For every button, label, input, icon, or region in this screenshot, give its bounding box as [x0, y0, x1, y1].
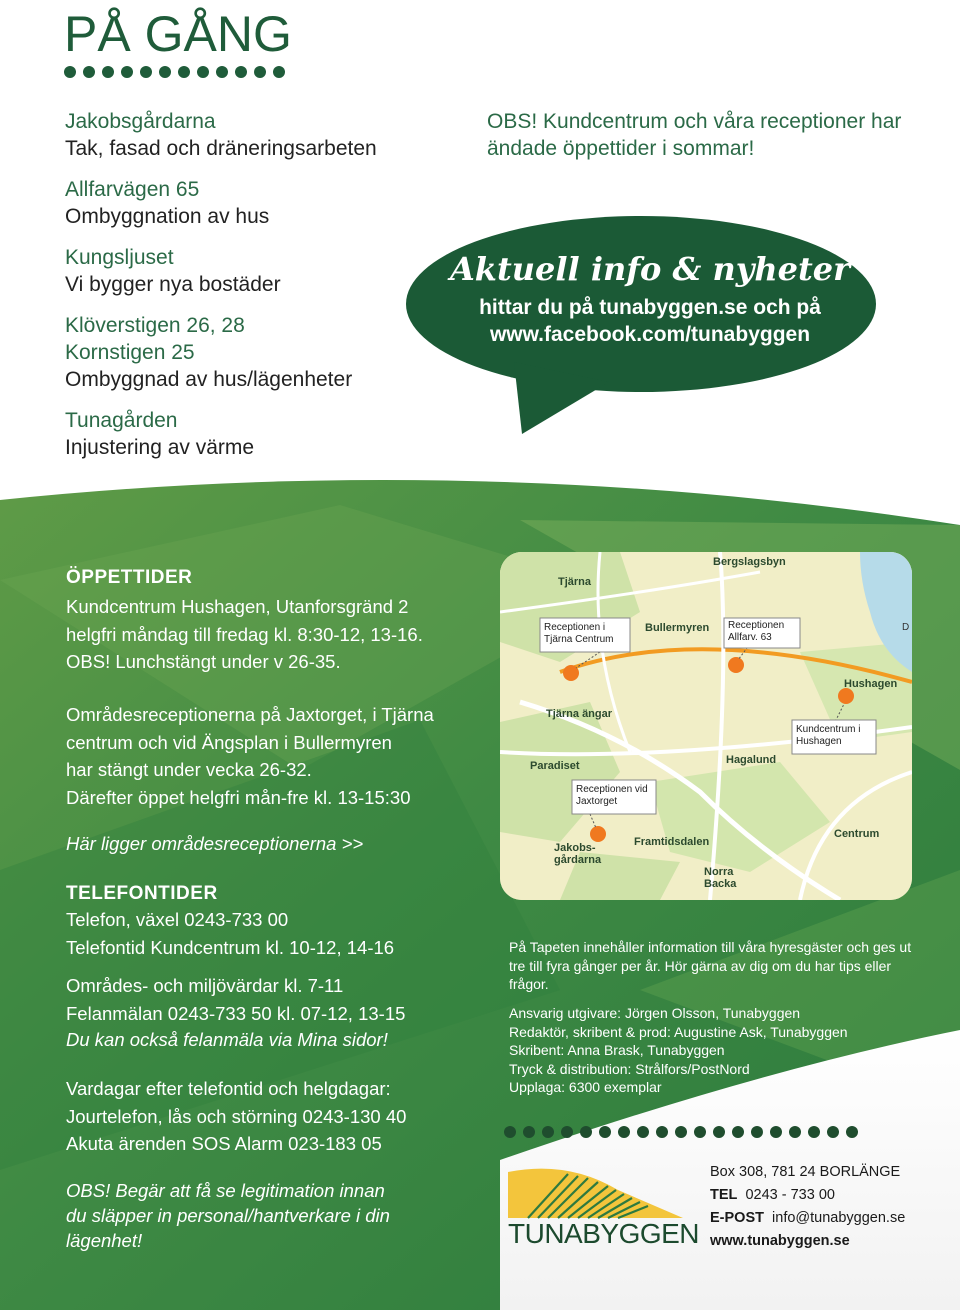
project-item	[65, 407, 254, 461]
area-line: centrum och vid Ängsplan i Bullermyren	[66, 731, 392, 753]
map-label: D	[902, 622, 910, 633]
credit-line: Redaktör, skribent & prod: Augustine Ask, Tunabyggen	[509, 1023, 848, 1040]
area-reception-text	[66, 701, 434, 811]
area-line: har stängt under vecka 26-32.	[66, 759, 312, 780]
project-description: Vi bygger nya bostäder	[65, 273, 281, 296]
reception-marker	[838, 688, 854, 704]
map-label: Norra Backa	[704, 866, 737, 890]
map-label: Kundcentrum i Hushagen	[796, 724, 861, 747]
phone-line: Telefontid Kundcentrum kl. 10-12, 14-16	[66, 936, 395, 958]
area-line: Därefter öppet helgfri mån-fre kl. 13-15:30	[66, 786, 411, 808]
contact-email[interactable]: info@tunabyggen.se	[772, 1210, 906, 1226]
phone-hours-heading: TELEFONTIDER	[66, 883, 218, 904]
project-description: Injustering av värme	[65, 436, 255, 459]
after-hours-line: Akuta ärenden SOS Alarm 023-183 05	[66, 1133, 382, 1154]
project-item	[65, 312, 352, 393]
map-label: Receptionen vid Jaxtorget	[576, 784, 648, 807]
credit-line: Tryck & distribution: Strålfors/PostNord	[509, 1060, 750, 1077]
tunabyggen-logo-icon	[508, 1160, 688, 1220]
after-hours-line: Jourtelefon, lås och störning 0243-130 40	[66, 1105, 407, 1127]
logo-wordmark: TUNABYGGEN	[508, 1218, 700, 1249]
contact-address: Box 308, 781 24 BORLÄNGE	[710, 1164, 901, 1180]
reception-marker	[590, 826, 606, 842]
project-item	[65, 108, 377, 162]
map-pointer-text: Här ligger områdesreceptionerna >>	[66, 833, 364, 854]
map-label: Bergslagsbyn	[713, 556, 786, 568]
warning-line: lägenhet!	[66, 1230, 143, 1251]
colophon-intro: På Tapeten innehåller information till våra hyresgäster och ges ut tre till fyra gånger per år. Hör gärna av dig om du har tips eller frågor.	[509, 939, 912, 992]
map-label: Receptionen Allfarv. 63	[728, 620, 785, 643]
project-name: Tunagården	[65, 409, 178, 432]
phone-line: Telefon, växel 0243-733 00	[66, 909, 289, 930]
contact-tel-label: TEL	[710, 1187, 738, 1203]
map-label: Hushagen	[844, 678, 898, 690]
warning-line: OBS! Begär att få se legitimation innan	[66, 1180, 385, 1201]
after-hours-text	[66, 1075, 406, 1158]
project-name: Klöverstigen 26, 28	[65, 314, 245, 337]
map-label: Paradiset	[530, 760, 580, 772]
contact-email-label: E-POST	[710, 1210, 764, 1226]
project-item	[65, 244, 281, 298]
map-label: Receptionen i Tjärna Centrum	[544, 622, 614, 645]
dot-divider	[504, 1126, 858, 1138]
map-label: Tjärna	[558, 576, 592, 588]
credit-line: Skribent: Anna Brask, Tunabyggen	[509, 1042, 725, 1058]
phone-text-2	[66, 972, 405, 1027]
mina-sidor-text: Du kan också felanmäla via Mina sidor!	[66, 1029, 388, 1050]
legitimation-warning	[66, 1178, 390, 1253]
phone-line: Områdes- och miljövärdar kl. 7-11	[66, 975, 344, 996]
project-name: Kungsljuset	[65, 246, 174, 269]
bubble-text: hittar du på tunabyggen.se och på	[479, 296, 821, 319]
contact-email-row	[710, 1207, 905, 1229]
map-label: Bullermyren	[645, 622, 710, 634]
warning-line: du släpper in personal/hantverkare i din	[66, 1205, 390, 1226]
opening-line: Kundcentrum Hushagen, Utanforsgränd 2	[66, 596, 409, 617]
reception-marker	[728, 657, 744, 673]
dot-divider	[64, 66, 285, 78]
phone-text	[66, 906, 394, 961]
facebook-link[interactable]: www.facebook.com/tunabyggen	[489, 323, 811, 346]
credit-line: Upplaga: 6300 exemplar	[509, 1079, 662, 1095]
summer-hours-notice: OBS! Kundcentrum och våra receptioner har ändade öppettider i sommar!	[487, 110, 902, 160]
phone-line: Felanmälan 0243-733 50 kl. 07-12, 13-15	[66, 1002, 406, 1024]
area-line: Områdesreceptionerna på Jaxtorget, i Tjärna	[66, 704, 434, 725]
after-hours-line: Vardagar efter telefontid och helgdagar:	[66, 1078, 391, 1099]
bubble-title: Aktuell info & nyheter	[449, 250, 851, 288]
contact-phone	[710, 1184, 835, 1206]
map-label: Centrum	[834, 828, 880, 840]
opening-line: helgfri måndag till fredag kl. 8:30-12, 13-16.	[66, 623, 423, 645]
map-label: Hagalund	[726, 754, 777, 766]
colophon-credits	[509, 1004, 929, 1097]
project-description: Ombyggnation av hus	[65, 205, 270, 228]
map-label: Framtidsdalen	[634, 836, 710, 848]
project-description: Tak, fasad och dräneringsarbeten	[65, 137, 377, 160]
map-label: Tjärna ängar	[546, 708, 613, 720]
opening-hours-heading: ÖPPETTIDER	[66, 567, 193, 588]
project-name: Jakobsgårdarna	[65, 110, 216, 133]
contact-website[interactable]: www.tunabyggen.se	[710, 1233, 850, 1249]
project-name: Allfarvägen 65	[65, 178, 200, 201]
project-item	[65, 176, 269, 230]
opening-line: OBS! Lunchstängt under v 26-35.	[66, 651, 341, 672]
map-label: Jakobs- gårdarna	[554, 842, 602, 866]
opening-hours-text	[66, 593, 423, 676]
credit-line: Ansvarig utgivare: Jörgen Olsson, Tunabyggen	[509, 1005, 801, 1021]
project-description: Ombyggnad av hus/lägenheter	[65, 368, 353, 391]
reception-map	[500, 552, 912, 900]
page-title: PÅ GÅNG	[64, 6, 292, 62]
project-name: Kornstigen 25	[65, 341, 195, 364]
contact-tel: 0243 - 733 00	[745, 1187, 835, 1203]
